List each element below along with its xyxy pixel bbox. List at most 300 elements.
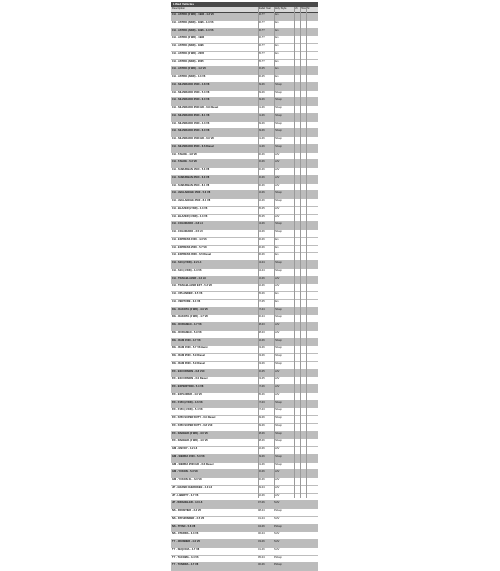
table-row — [171, 478, 318, 486]
column-header-price: Price — [300, 7, 306, 10]
cell-model-year: 99-06 — [258, 82, 265, 86]
cell-model-year: 99-06 — [258, 454, 265, 458]
cell-body-style: SUV — [274, 175, 280, 179]
cell-model-year: 02-06 — [258, 199, 265, 202]
cell-model-year: 04-06 — [258, 222, 265, 226]
cell-body-style: Pickup — [274, 408, 282, 412]
cell-description: CH - ASTRO (AWD) - 1996 - 4.3 V6 — [172, 28, 214, 32]
cell-pic — [306, 455, 314, 462]
table-row — [171, 424, 318, 432]
cell-body-style: Van — [274, 13, 279, 16]
cell-description: CH - EXPRESS 3500 - 6.5 Diesel — [172, 253, 212, 257]
cell-model-year: 97-04 — [258, 307, 265, 311]
cell-body-style: SUV — [274, 532, 280, 536]
cell-pic — [306, 269, 314, 276]
cell-pic — [306, 83, 314, 90]
cell-pic — [306, 261, 314, 268]
table-row — [171, 315, 318, 323]
cell-pic — [306, 75, 314, 82]
cell-body-style: Van — [274, 20, 279, 24]
cell-model-year: 00-06 — [258, 183, 265, 187]
cell-description: NS - XTERRA - 3.3 V6 — [172, 532, 199, 536]
cell-pic — [306, 129, 314, 136]
cell-description: DG - RAM 1500 - 4.7 V8 — [172, 338, 201, 342]
cell-pic — [306, 331, 314, 338]
cell-description: GM - SIERRA 2500 HD - 6.6 Diesel — [172, 462, 214, 466]
vehicle-sheet — [171, 2, 318, 567]
cell-body-style: Pickup — [274, 338, 282, 342]
cell-pic — [306, 563, 314, 570]
cell-description: CH - COLORADO - 3.5 L5 — [172, 230, 203, 233]
cell-description: DG - RAM 1500 - 5.7 V8 Hemi — [172, 346, 208, 350]
cell-pic — [306, 60, 314, 67]
cell-description: GM - YUKON - 5.3 V8 — [172, 470, 198, 474]
cell-description: TY - TUNDRA - 4.7 V8 — [172, 563, 199, 567]
cell-pic — [306, 98, 314, 105]
cell-description: DG - DURANGO - 5.9 V8 — [172, 330, 202, 334]
cell-model-year: 02-06 — [258, 276, 265, 280]
cell-pic — [306, 354, 314, 361]
table-row — [171, 501, 318, 509]
cell-pic — [306, 13, 314, 20]
cell-body-style: SUV — [274, 547, 280, 551]
cell-pic — [306, 222, 314, 229]
cell-pic — [306, 556, 314, 563]
cell-model-year: 96-?? — [258, 13, 265, 16]
cell-body-style: SUV — [274, 369, 280, 373]
cell-description: CH - ASTRO (AWD) - 1996 — [172, 44, 204, 47]
table-row — [171, 362, 318, 370]
cell-model-year: 03-06 — [258, 346, 265, 350]
cell-description: CH - SILVERADO 2500 - 6.0 V8 — [172, 98, 210, 102]
cell-model-year: 00-06 — [258, 470, 265, 474]
cell-description: GM - YUKON XL - 6.0 V8 — [172, 478, 202, 481]
cell-pic — [306, 478, 314, 485]
cell-pic — [306, 67, 314, 74]
cell-body-style: SUV — [274, 470, 280, 474]
cell-pic — [306, 253, 314, 260]
cell-model-year: 00-06 — [258, 175, 265, 179]
table-row — [171, 52, 318, 60]
cell-description: CH - BLAZER (4 WD) - 4.3 V6 — [172, 214, 208, 218]
cell-model-year: 05-06 — [258, 292, 265, 295]
cell-model-year: 00-06 — [258, 152, 265, 156]
cell-model-year: 02-06 — [258, 284, 265, 288]
cell-body-style: Van — [274, 299, 279, 303]
cell-pic — [306, 439, 314, 446]
cell-description: CH - TAHOE - 5.3 V8 — [172, 160, 197, 164]
cell-body-style: Pickup — [274, 82, 282, 86]
table-row — [171, 67, 318, 75]
cell-description: NS - FRONTIER - 3.3 V6 — [172, 509, 201, 512]
cell-description: GM - SIERRA 1500 - 5.3 V8 — [172, 454, 205, 458]
cell-description: CH - BLAZER (2 WD) - 4.3 V6 — [172, 206, 208, 210]
cell-pic — [306, 486, 314, 493]
cell-pic — [306, 36, 314, 43]
table-row — [171, 137, 318, 145]
cell-model-year: 95-06 — [258, 392, 265, 396]
cell-model-year: 98-06 — [258, 439, 265, 443]
cell-description: CH - EXPRESS 2500 - 5.7 V8 — [172, 245, 207, 249]
cell-body-style: SUV — [274, 276, 280, 280]
cell-description: CH - ASTRO (AWD) - 1996 - 4.3 V6 — [172, 20, 214, 24]
cell-description: CH - ASTRO (AWD) - 4.3 V6 — [172, 75, 206, 78]
cell-description: CH - SUBURBAN 2500 - 6.0 V8 — [172, 175, 210, 179]
cell-body-style: Pickup — [274, 439, 282, 443]
cell-pic — [306, 424, 314, 431]
cell-model-year: 01-06 — [258, 137, 265, 140]
cell-model-year: 98-06 — [258, 431, 265, 435]
cell-model-year: 00-06 — [258, 478, 265, 481]
cell-pic — [306, 215, 314, 222]
table-row — [171, 300, 318, 308]
cell-body-style: Pickup — [274, 354, 282, 357]
cell-description: CH - TRAILBLAZER EXT - 5.3 V8 — [172, 284, 212, 288]
cell-pic — [306, 447, 314, 454]
cell-pic — [306, 176, 314, 183]
cell-body-style: Pickup — [274, 563, 282, 567]
cell-model-year: 96-?? — [258, 20, 265, 24]
cell-body-style: Pickup — [274, 137, 282, 140]
cell-body-style: Pickup — [274, 524, 282, 528]
table-row — [171, 439, 318, 447]
cell-model-year: 03-06 — [258, 540, 265, 543]
cell-pic — [306, 277, 314, 284]
column-header-model-year: Model Year — [258, 7, 271, 10]
cell-body-style: Van — [274, 28, 279, 32]
cell-description: FD - EXCURSION - 6.8 V10 — [172, 369, 205, 373]
table-row — [171, 455, 318, 463]
column-header-pic: Pic — [306, 7, 310, 10]
table-row — [171, 509, 318, 517]
cell-pic — [306, 494, 314, 501]
cell-pic — [306, 401, 314, 408]
cell-body-style: Pickup — [274, 462, 282, 466]
table-row — [171, 230, 318, 238]
cell-body-style: Pickup — [274, 121, 282, 125]
table-row — [171, 207, 318, 215]
table-row — [171, 176, 318, 184]
cell-description: FD - EXCURSION - 6.0 Diesel — [172, 377, 208, 381]
table-row — [171, 191, 318, 199]
cell-description: FD - F250 SUPER DUTY - 6.0 Diesel — [172, 416, 216, 419]
table-row — [171, 261, 318, 269]
cell-body-style: SUV — [274, 516, 280, 520]
cell-pic — [306, 385, 314, 392]
cell-description: CH - SILVERADO 2500 HD - 6.6 Diesel — [172, 106, 219, 109]
cell-description: CH - ASTRO (2 WD) - 4.3 V6 — [172, 67, 206, 71]
cell-model-year: 96-06 — [258, 237, 265, 241]
cell-model-year: 01-06 — [258, 106, 265, 109]
cell-model-year: 02-06 — [258, 493, 265, 497]
cell-description: CH - SILVERADO 3500 - 8.1 V8 — [172, 113, 210, 117]
cell-model-year: 97-06 — [258, 385, 265, 388]
cell-body-style: Van — [274, 245, 279, 249]
cell-body-style: Pickup — [274, 261, 282, 264]
cell-pic — [306, 184, 314, 191]
cell-description: NS - TITAN - 5.6 V8 — [172, 524, 196, 528]
cell-model-year: 01-06 — [258, 113, 265, 117]
cell-body-style: Pickup — [274, 113, 282, 117]
cell-body-style: Van — [274, 253, 279, 257]
table-row — [171, 532, 318, 540]
cell-body-style: SUV — [274, 385, 280, 388]
cell-pic — [306, 393, 314, 400]
table-row — [171, 331, 318, 339]
cell-description: TY - 4RUNNER - 4.0 V6 — [172, 540, 200, 543]
cell-model-year: 05-?? — [258, 59, 265, 63]
cell-pic — [306, 168, 314, 175]
cell-description: CH - ASTRO (2 WD) - 2005 — [172, 51, 205, 55]
cell-pic — [306, 238, 314, 245]
cell-description: CH - SILVERADO 1500 - 4.8 V8 — [172, 82, 210, 86]
table-row — [171, 346, 318, 354]
table-row — [171, 168, 318, 176]
cell-model-year: 00-04 — [258, 532, 265, 536]
table-row — [171, 548, 318, 556]
cell-description: TY - SEQUOIA - 4.7 V8 — [172, 547, 200, 551]
cell-model-year: 98-03 — [258, 323, 265, 326]
cell-pic — [306, 160, 314, 167]
cell-model-year: 94-04 — [258, 268, 265, 272]
cell-description: CH - SUBURBAN 1500 - 5.3 V8 — [172, 168, 210, 171]
cell-pic — [306, 470, 314, 477]
cell-model-year: 00-06 — [258, 168, 265, 171]
cell-pic — [306, 377, 314, 384]
cell-description: FD - RANGER (4 WD) - 4.0 V6 — [172, 439, 208, 443]
table-row — [171, 269, 318, 277]
cell-model-year: 00-04 — [258, 315, 265, 319]
cell-pic — [306, 29, 314, 36]
cell-body-style: Van — [274, 59, 279, 63]
cell-body-style: Pickup — [274, 416, 282, 419]
cell-body-style: Pickup — [274, 199, 282, 202]
cell-body-style: Pickup — [274, 191, 282, 195]
table-row — [171, 416, 318, 424]
cell-description: DG - DURANGO - 4.7 V8 — [172, 323, 202, 326]
table-row — [171, 377, 318, 385]
cell-description: FD - EXPEDITION - 5.4 V8 — [172, 385, 204, 388]
cell-pic — [306, 292, 314, 299]
cell-pic — [306, 323, 314, 330]
cell-pic — [306, 199, 314, 206]
cell-model-year: 00-06 — [258, 160, 265, 164]
cell-body-style: SUV — [274, 323, 280, 326]
cell-pic — [306, 207, 314, 214]
cell-description: CH - SILVERADO 3500 - 6.6 Diesel — [172, 144, 214, 148]
cell-body-style: SUV — [274, 168, 280, 171]
table-row — [171, 160, 318, 168]
cell-body-style: SUV — [274, 160, 280, 164]
table-row — [171, 447, 318, 455]
table-row — [171, 517, 318, 525]
cell-pic — [306, 153, 314, 160]
cell-description: DG - RAM 2500 - 5.9 Diesel — [172, 354, 205, 357]
cell-description: DG - DAKOTA (4 WD) - 4.7 V8 — [172, 315, 208, 319]
cell-pic — [306, 540, 314, 547]
cell-model-year: 03-05 — [258, 377, 265, 381]
cell-description: CH - ASTRO (AWD) - 2005 — [172, 59, 204, 63]
cell-pic — [306, 432, 314, 439]
cell-body-style: SUV — [274, 377, 280, 381]
cell-description: FD - EXPLORER - 4.0 V6 — [172, 392, 202, 396]
table-row — [171, 129, 318, 137]
cell-body-style: SUV — [274, 493, 280, 497]
cell-pic — [306, 44, 314, 51]
cell-description: JP - GRAND CHEROKEE - 4.0 L6 — [172, 485, 213, 489]
cell-body-style: SUV — [274, 152, 280, 156]
cell-body-style: Van — [274, 237, 279, 241]
cell-body-style: SUV — [274, 447, 280, 450]
cell-model-year: 95-04 — [258, 555, 265, 559]
cell-body-style: SUV — [274, 392, 280, 396]
table-row — [171, 222, 318, 230]
cell-pic — [306, 501, 314, 508]
table-row — [171, 114, 318, 122]
cell-pic — [306, 21, 314, 28]
cell-model-year: 00-05 — [258, 369, 265, 373]
cell-description: CH - S10 (4 WD) - 4.3 V6 — [172, 268, 202, 272]
cell-body-style: Pickup — [274, 129, 282, 133]
sheet-title: Lifted Vehicles — [171, 2, 318, 7]
cell-model-year: 96-06 — [258, 245, 265, 249]
cell-pic — [306, 370, 314, 377]
cell-pic — [306, 91, 314, 98]
cell-body-style: SUV — [274, 183, 280, 187]
cell-model-year: 98-04 — [258, 509, 265, 512]
table-row — [171, 284, 318, 292]
cell-description: CH - SILVERADO 1500 - 4.3 V6 — [172, 121, 210, 125]
cell-model-year: 96-?? — [258, 28, 265, 32]
cell-model-year: 99-06 — [258, 98, 265, 102]
cell-model-year: 95-05 — [258, 206, 265, 210]
cell-pic — [306, 525, 314, 532]
cell-pic — [306, 308, 314, 315]
cell-description: CH - ASTRO (2 WD) - 1996 - 4.3 V6 — [172, 13, 214, 16]
cell-model-year: 00-06 — [258, 563, 265, 567]
cell-model-year: 02-06 — [258, 191, 265, 195]
cell-body-style: Van — [274, 292, 279, 295]
table-row — [171, 106, 318, 114]
cell-body-style: Pickup — [274, 230, 282, 233]
cell-model-year: 04-06 — [258, 524, 265, 528]
cell-model-year: 96-05 — [258, 75, 265, 78]
cell-description: CH - AVALANCHE 1500 - 5.3 V8 — [172, 191, 211, 195]
cell-body-style: SUV — [274, 330, 280, 334]
table-row — [171, 75, 318, 83]
cell-pic — [306, 122, 314, 129]
table-row — [171, 238, 318, 246]
table-row — [171, 253, 318, 261]
cell-body-style: Pickup — [274, 400, 282, 404]
cell-description: CH - SILVERADO 1500 HD - 6.0 V8 — [172, 137, 214, 140]
cell-model-year: 04-06 — [258, 230, 265, 233]
cell-body-style: Pickup — [274, 509, 282, 512]
cell-pic — [306, 362, 314, 369]
cell-model-year: 99-06 — [258, 423, 265, 427]
cell-description: CH - UPLANDER - 3.5 V6 — [172, 292, 203, 295]
cell-pic — [306, 548, 314, 555]
cell-model-year: 02-06 — [258, 447, 265, 450]
cell-model-year: 96-06 — [258, 253, 265, 257]
cell-model-year: 96-05 — [258, 67, 265, 71]
cell-description: GM - ENVOY - 4.2 L6 — [172, 447, 198, 450]
cell-description: NS - PATHFINDER - 3.5 V6 — [172, 516, 205, 520]
table-row — [171, 470, 318, 478]
table-row — [171, 292, 318, 300]
cell-pic — [306, 416, 314, 423]
cell-description: FD - F150 (2 WD) - 4.6 V8 — [172, 400, 203, 404]
cell-model-year: 97-05 — [258, 299, 265, 303]
cell-pic — [306, 145, 314, 152]
table-row — [171, 199, 318, 207]
cell-model-year: 97-06 — [258, 501, 265, 505]
cell-description: FD - F150 (4 WD) - 5.4 V8 — [172, 408, 203, 412]
table-row — [171, 145, 318, 153]
cell-description: CH - ASTRO (2 WD) - 1996 — [172, 36, 205, 40]
cell-body-style: Pickup — [274, 555, 282, 559]
table-row — [171, 323, 318, 331]
cell-body-style: Pickup — [274, 106, 282, 109]
cell-pic — [306, 114, 314, 121]
cell-model-year: 01-06 — [258, 547, 265, 551]
table-row — [171, 36, 318, 44]
table-row — [171, 385, 318, 393]
cell-pic — [306, 284, 314, 291]
cell-pic — [306, 315, 314, 322]
cell-model-year: 02-06 — [258, 338, 265, 342]
cell-description: CH - VENTURE - 3.4 V6 — [172, 299, 201, 303]
cell-model-year: 01-06 — [258, 144, 265, 148]
cell-pic — [306, 509, 314, 516]
cell-body-style: SUV — [274, 501, 280, 505]
cell-body-style: Pickup — [274, 98, 282, 102]
cell-description: TY - TACOMA - 3.4 V6 — [172, 555, 199, 559]
column-header-body-style: Body Style — [274, 7, 287, 10]
cell-model-year: 99-04 — [258, 485, 265, 489]
cell-description: CH - S10 (2 WD) - 2.2 L4 — [172, 261, 202, 264]
cell-body-style: SUV — [274, 485, 280, 489]
table-row — [171, 44, 318, 52]
cell-model-year: 99-06 — [258, 129, 265, 133]
column-header-lift: Lift — [294, 7, 298, 10]
vehicle-rows — [171, 13, 318, 571]
cell-pic — [306, 106, 314, 113]
cell-body-style: Pickup — [274, 268, 282, 272]
cell-description: CH - TAHOE - 4.8 V8 — [172, 152, 197, 156]
cell-model-year: 94-04 — [258, 261, 265, 264]
table-row — [171, 13, 318, 21]
cell-body-style: Pickup — [274, 431, 282, 435]
cell-description: FD - RANGER (2 WD) - 3.0 V6 — [172, 431, 208, 435]
cell-body-style: SUV — [274, 214, 280, 218]
cell-body-style: Pickup — [274, 144, 282, 148]
cell-model-year: 03-06 — [258, 361, 265, 365]
table-row — [171, 83, 318, 91]
cell-pic — [306, 52, 314, 59]
cell-body-style: Van — [274, 67, 279, 71]
cell-pic — [306, 463, 314, 470]
table-row — [171, 408, 318, 416]
cell-model-year: 01-06 — [258, 462, 265, 466]
cell-model-year: 96-?? — [258, 36, 265, 40]
cell-body-style: Pickup — [274, 423, 282, 427]
cell-description: CH - TRAILBLAZER - 4.2 L6 — [172, 276, 206, 280]
table-row — [171, 563, 318, 571]
cell-description: JP - WRANGLER - 4.0 L6 — [172, 501, 203, 505]
cell-body-style: Pickup — [274, 454, 282, 458]
cell-model-year: 99-06 — [258, 416, 265, 419]
